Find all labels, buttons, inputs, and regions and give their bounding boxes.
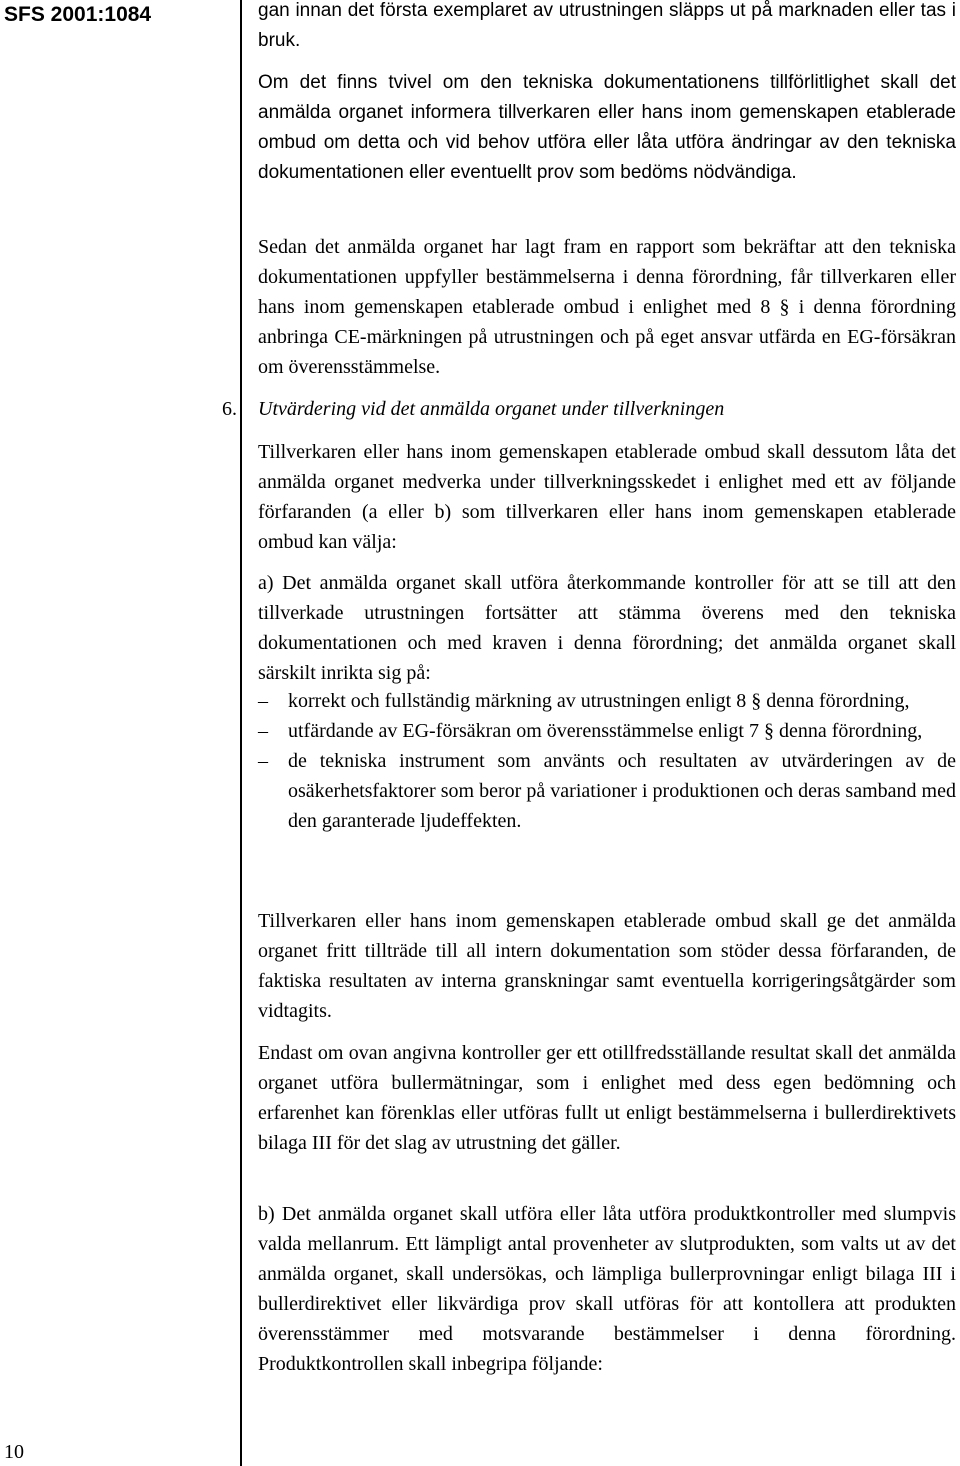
paragraph-option-a: a) Det anmälda organet skall utföra återkommande kontroller för att se till att den tillverkade utrustningen fortsätter att stämma överens med den tekniska dokumentationen och med kraven i denna förordning; det anmälda organet skall särskilt inrikta sig på:: [258, 572, 956, 684]
list-item: [258, 716, 956, 746]
list-item-text: utfärdande av EG-försäkran om överensstämmelse enligt 7 § denna förordning,: [288, 720, 923, 742]
list-item: [258, 746, 956, 836]
paragraph-noise-measurement: Endast om ovan angivna kontroller ger ett otillfredsställande resultat skall det anmälda organet utföra bullermätningar, som i enlighet med dess egen bedömning och erfarenhet kan förenklas eller utföras fullt ut enligt bestämmelserna i bullerdirektivets bilaga III för det slag av utrustning det gäller.: [258, 1042, 956, 1154]
paragraph-procedures: Tillverkaren eller hans inom gemenskapen etablerade ombud skall dessutom låta det anmälda organet medverka under tillverkningsskedet i enlighet med ett av följande förfaranden (a eller b) som tillverkaren eller hans inom gemenskapen etablerade ombud kan välja:: [258, 441, 956, 553]
margin-column: [0, 0, 240, 1466]
paragraph-option-b: b) Det anmälda organet skall utföra eller låta utföra produktkontroller med slumpvis valda mellanrum. Ett lämpligt antal provenheter av slutprodukten, som valts ut av det anmälda organet, skall undersökas, och lämpliga bullerprovningar enligt bilaga III i bullerdirektivet eller likvärdiga prov skall utföras för att kontollera att produkten överensstämmer med motsvarande bestämmelser i denna förordning. Produktkontrollen skall inbegripa följande:: [258, 1203, 956, 1375]
page-number: 10: [4, 1441, 24, 1463]
paragraph-doubt-documentation: Om det finns tvivel om den tekniska dokumentationens tillförlitlighet skall det anmälda organet informera tillverkaren eller hans inom gemenskapen etablerade ombud om detta och vid behov utföra eller låta utföra ändringar av den tekniska dokumentationen eller eventuellt prov som bedöms nödvändiga.: [258, 72, 956, 183]
document-id: SFS 2001:1084: [4, 3, 152, 26]
paragraph-report: Sedan det anmälda organet har lagt fram en rapport som bekräftar att den tekniska dokumentationen uppfyller bestämmelserna i denna förordning, får tillverkaren eller hans inom gemenskapen etablerade ombud i enlighet med 8 § i denna förordning anbringa CE-märkningen på utrustningen och på eget ansvar utfärda en EG-försäkran om överensstämmelse.: [258, 236, 956, 378]
paragraph-continuation: gan innan det första exemplaret av utrustningen släpps ut på marknaden eller tas i bruk.: [258, 0, 956, 51]
section-title: Utvärdering vid det anmälda organet under tillverkningen: [258, 398, 725, 420]
list-item: [258, 686, 956, 716]
list-dash: –: [258, 720, 268, 742]
paragraph-access: Tillverkaren eller hans inom gemenskapen etablerade ombud skall ge det anmälda organet fritt tillträde till all intern dokumentation som stöder dessa förfaranden, de faktiska resultaten av interna granskningar samt eventuella korrigeringsåtgärder som vidtagits.: [258, 910, 956, 1022]
list-dash: –: [258, 750, 268, 772]
list-item-text: korrekt och fullständig märkning av utrustningen enligt 8 § denna förordning,: [288, 690, 910, 712]
vertical-rule: [240, 0, 242, 1466]
section-heading: [222, 394, 960, 424]
section-number: 6.: [222, 398, 237, 420]
list-dash: –: [258, 690, 268, 712]
list-item-text: de tekniska instrument som använts och resultaten av utvärderingen av de osäkerhetsfaktorer som beror på variationer i produktionen och deras samband med den garanterade ljudeffekten.: [288, 750, 956, 832]
dash-list: [258, 686, 956, 836]
